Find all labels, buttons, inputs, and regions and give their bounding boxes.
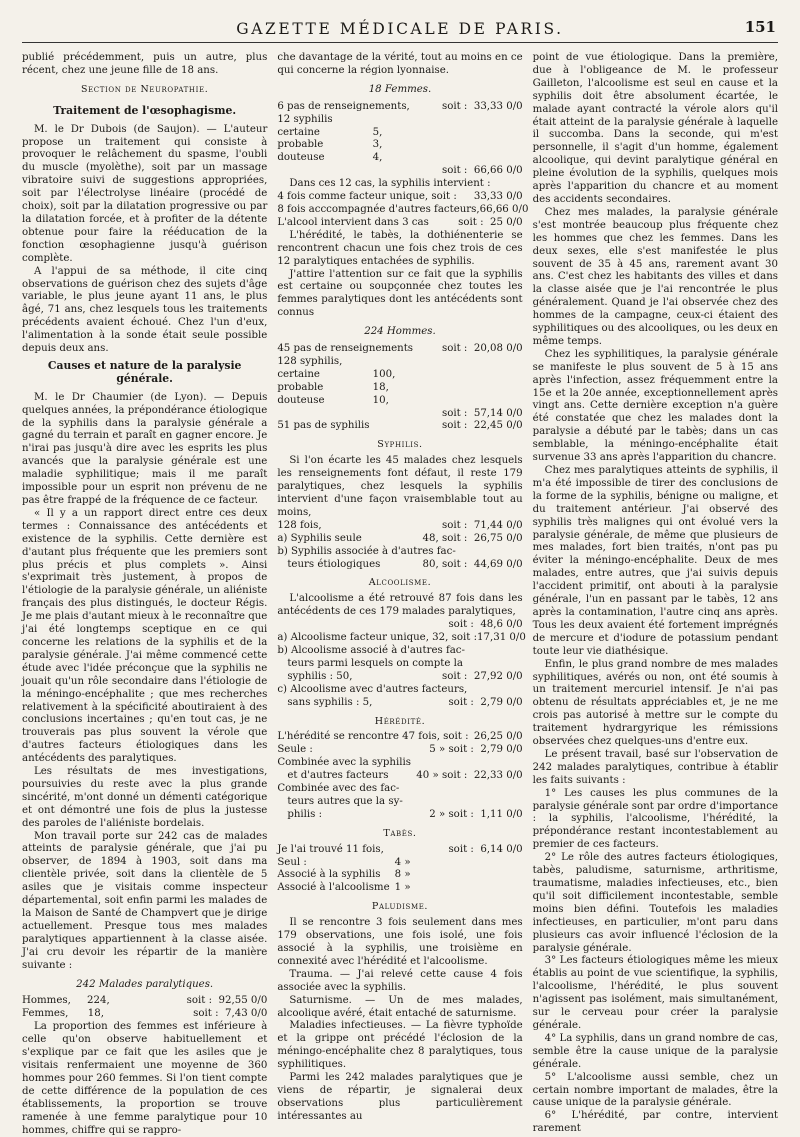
row-label: Combinée avec des fac- [277,783,400,795]
paragraph: J'attire l'attention sur ce fait que la syphilis est certaine ou soupçonnée chez toutes les femmes paralytiques dont les antécédents sont connus [277,268,523,319]
row-soit: soit : [441,519,468,531]
row-value: 17,31 0/0 [477,632,526,644]
row-soit: soit : [441,100,468,112]
row-label: Je l'ai trouvé 11 fois, [277,843,384,855]
table-row [277,671,522,684]
row-value: 66,66 0/0 [479,203,529,215]
row-label: teurs autres que la sy- [287,795,403,807]
subsection-heading: Alcoolisme. [368,577,432,589]
paragraph: « Il y a un rapport direct entre ces deux termes : Connaissance des antécédents et existence de la syphilis. Cette dernière est d'autant plus fréquente que les premiers sont plus précis et plus complets ». Ainsi s'exprimait très justement, à propos de l'étiologie de la paralysie générale, un aliéniste français des plus distingués, le docteur Régis. Je me plais d'autant mieux à le reconnaître que j'ai été longtemps sceptique en ce qui concerne les relations de la syphilis et de la paralysie générale. J'ai même commencé cette étude avec l'idée préconçue que la syphilis ne jouait qu'un rôle secondaire dans l'étiologie de la méningo-encéphalite ; que mes recherches relativement à la spécificité aboutiraient à des conclusions incertaines ; qu'en tout cas, je ne trouverais pas plus souvent la vérole que d'autres facteurs étiologiques dans les antécédents des paralytiques. [22,507,268,765]
row-value: 22,33 0/0 [473,770,523,782]
paragraph: Enfin, le plus grand nombre de mes malades syphilitiques, avérés ou non, ont été soumis à un traitement mercuriel intensif. Je n'ai pas obtenu de résultats appréciables et, je ne me crois pas autorisé à mettre sur le compte du traitement hydrargyrique les rémissions observées chez quelques-uns d'entre eux. [532,658,778,748]
subsection-heading: Paludisme. [371,901,429,913]
table-row [277,857,522,870]
paragraph: 2° Le rôle des autres facteurs étiologiques, tabès, paludisme, saturnisme, arthritisme, traumatisme, maladies infectieuses, etc., bien qu'il soit difficilement incontestable, semble moins bien défini. Toutefois les maladies infectieuses, en particulier, m'ont paru dans plusieurs cas avoir influencé l'éclosion de la paralysie générale. [532,852,778,954]
paragraph: Si l'on écarte les 45 malades chez lesquels les renseignements font défaut, il reste 179 paralytiques, chez lesquels la syphilis intervient d'une façon vraisemblable tout au moins, [277,455,523,518]
row-value: 7,43 0/0 [225,1008,268,1020]
column-1 [22,52,268,1136]
hommes-table [277,343,522,433]
row-label: Associé à la syphilis [277,869,381,881]
row-label: et d'autres facteurs [287,770,389,782]
row-count: 4, [372,152,383,164]
table-row [277,408,522,421]
subsection-heading: Tabès. [383,827,417,839]
row-label: 6 pas de renseignements, [277,100,410,112]
column-2 [277,52,529,1122]
row-label: Associé à l'alcoolisme [277,882,390,894]
row-label: 12 syphilis [277,113,333,125]
table-row [277,101,522,114]
row-label: 45 pas de renseignements [277,343,414,355]
table-row [277,382,522,395]
row-count: 4 » [394,856,411,868]
page-number: 151 [744,18,776,36]
row-soit: soit : [448,619,474,631]
row-count: 5, [372,126,383,138]
paragraph: Maladies infectieuses. — La fièvre typhoïde et la grippe ont précédé l'éclosion de la méningo-encéphalite chez 8 paralytiques, tous syphilitiques. [277,1020,523,1071]
row-label: b) Alcoolisme associé à d'autres fac- [277,644,465,656]
row-label: probable [277,139,324,151]
table-row [277,520,522,533]
row-count: 100, [372,368,396,380]
paragraph: Dans ces 12 cas, la syphilis intervient : [289,178,491,190]
text-columns [22,52,778,1136]
row-label: certaine [277,368,320,380]
paragraph: point de vue étiologique. Dans la première, due à l'obligeance de M. le professeur Gailleton, l'alcoolisme est seul en cause et la syphilis doit être absolument écartée, le malade ayant contracté la vérole alors qu'il était atteint de la paralysie générale à laquelle il succomba. Dans la seconde, qui m'est personnelle, il s'agit d'un homme, également alcoolique, qui devint paralytique général en pleine évolution de la syphilis, quelques mois après l'apparition du chancre et au moment des accidents secondaires. [532,52,778,205]
row-soit: soit : [448,696,474,708]
page-header [22,18,778,44]
table-row [22,1008,267,1021]
subsection-heading: Syphilis. [377,439,423,451]
row-label: a) Alcoolisme facteur unique, 32, soit : [277,632,478,644]
row-soit: soit : [441,165,468,177]
row-value: 44,69 0/0 [473,558,523,570]
column-3 [532,52,778,1135]
section-heading: Section de Neuropathie. [81,83,209,95]
row-soit: 48, soit : [422,532,468,544]
row-count: 18, [372,381,389,393]
paragraph: M. le Dr Chaumier (de Lyon). — Depuis quelques années, la prépondérance étiologique de la syphilis dans la paralysie générale a gagné du terrain et paraît en gagner encore. Je n'irai pas jusqu'à dire avec les esprits les plus avancés que la paralysie générale est une maladie syphilitique; mais il me paraît impossible pour un esprit non prévenu de ne pas être frappé de la fréquence de ce facteur. [22,391,268,506]
table-row [277,645,522,658]
table-row [277,783,522,796]
paragraph: Le présent travail, basé sur l'observation de 242 malades paralytiques, contribue à établir les faits suivants : [532,748,778,786]
row-soit: soit : [458,216,484,228]
row-count: 10, [372,394,389,406]
paragraph: L'hérédité, le tabès, la dothiénenterie se rencontrent chacun une fois chez trois de ces 12 paralytiques entachées de syphilis. [277,229,523,267]
row-value: 6,14 0/0 [480,843,523,855]
table-row [277,697,522,710]
paragraph: Mon travail porte sur 242 cas de malades atteints de paralysie générale, que j'ai pu observer, de 1894 à 1903, soit dans ma clientèle privée, soit dans la clientèle de 5 asiles que je visitais comme inspecteur départemental, soit enfin parmi les malades de la Maison de Santé de Champvert que je dirige actuellement. Presque tous mes malades paralytiques appartiennent à la classe aisée. J'ai cru devoir les répartir de la manière suivante : [22,830,268,971]
paragraph: Parmi les 242 malades paralytiques que je viens de répartir, je signalerai deux observations plus particulièrement intéressantes au [277,1072,523,1122]
paragraph: A l'appui de sa méthode, il cite cinq observations de guérison chez des sujets d'âge variable, le plus jeune ayant 11 ans, le plus âgé, 71 ans, chez lesquels tous les traitements précédents avaient échoué. Chez l'un d'eux, l'alimentation à la sonde était seule possible depuis deux ans. [22,265,268,355]
table-row [277,632,526,645]
row-soit: 2 » soit : [429,808,474,820]
table-row [277,533,522,546]
article-title: Traitement de l'œsophagisme. [53,103,237,117]
table-row [277,127,522,140]
paragraph: 3° Les facteurs étiologiques même les mieux établis au point de vue scientifique, la syphilis, l'alcoolisme, l'hérédité, le plus souvent n'agissent pas isolément, mais simultanément, sur le cerveau pour créer la paralysie générale. [532,955,778,1031]
table-row [277,203,529,217]
row-label: 51 pas de syphilis [277,420,370,432]
row-soit: 5 » soit : [429,744,474,756]
paragraph: 1° Les causes les plus communes de la paralysie générale sont par ordre d'importance : la syphilis, l'alcoolisme, l'hérédité, la prépondérance restant incontestablement au premier de ces facteurs. [532,787,778,851]
row-value: 33,33 0/0 [473,100,523,112]
row-label: syphilis : 50, [287,670,353,682]
row-count: 3, [372,139,383,151]
row-label: sans syphilis : 5, [287,696,373,708]
table-row [277,343,522,356]
row-value: 57,14 0/0 [473,407,523,419]
table-row [277,770,522,783]
row-label: philis : [287,808,323,820]
table-row [277,165,522,178]
paragraph: Chez les syphilitiques, la paralysie générale se manifeste le plus souvent de 5 à 15 ans après l'infection, assez fréquemment entre la 15e et la 20e année, exceptionnellement après vingt ans. Cette dernière exception n'a guère été constatée que chez les malades dont la paralysie a débuté par le tabès; dans un cas semblable, la méningo-encéphalite était survenue 33 ans après l'apparition du chancre. [532,348,778,464]
paragraph: 4° La syphilis, dans un grand nombre de cas, semble être la cause unique de la paralysie générale. [532,1032,778,1070]
table-row [277,559,522,572]
row-label: Hommes, [22,995,71,1007]
row-soit: soit : [441,420,468,432]
table-title: 224 Hommes. [364,326,436,338]
table-row [277,152,522,165]
paragraph: Il se rencontre 3 fois seulement dans mes 179 observations, une fois isolé, une fois associé à la syphilis, une troisième en connexité avec l'hérédité et l'alcoolisme. [277,917,523,967]
table-row [277,744,522,757]
table-row [277,395,522,408]
row-label: Combinée avec la syphilis [277,757,411,769]
row-soit: soit : [441,343,468,355]
row-soit: 40 » soit : [416,770,468,782]
row-value: 27,92 0/0 [473,670,523,682]
row-count: 18, [87,1008,104,1020]
paragraph: 6° L'hérédité, par contre, intervient rarement [532,1110,778,1135]
row-label: 4 fois comme facteur unique, soit : [277,191,457,203]
row-count: 224, [87,995,110,1007]
row-value: 20,08 0/0 [473,343,523,355]
row-value: 22,45 0/0 [473,420,523,432]
table-row [277,546,522,559]
table-row [277,139,522,152]
table-row [277,420,522,433]
row-label: teurs étiologiques [287,558,381,570]
table-row [277,731,522,744]
row-label: teurs parmi lesquels on compte la [287,657,463,669]
row-value: 1,11 0/0 [480,808,523,820]
row-label: probable [277,381,324,393]
paragraph: Trauma. — J'ai relevé cette cause 4 fois associée avec la syphilis. [277,968,523,993]
table-row [22,995,267,1008]
row-value: 2,79 0/0 [480,696,523,708]
paragraph: Saturnisme. — Un de mes malades, alcoolique avéré, était entaché de saturnisme. [277,994,523,1019]
row-label: douteuse [277,152,325,164]
row-count: 8 » [394,869,411,881]
table-row [277,619,522,632]
row-label: certaine [277,126,320,138]
row-value: 25 0/0 [490,216,523,228]
row-label: L'alcool intervient dans 3 cas [277,216,429,228]
row-label: Seul : [277,856,307,868]
table-row [277,658,522,671]
row-value: 2,79 0/0 [480,744,523,756]
row-value: 71,44 0/0 [473,519,523,531]
row-soit: soit : [448,843,474,855]
table-row [277,882,522,895]
row-value: 48,6 0/0 [480,619,523,631]
table-row [277,684,522,697]
paragraph: 5° L'alcoolisme aussi semble, chez un certain nombre important de malades, être la cause unique de la paralysie générale. [532,1071,778,1109]
table-row [277,356,522,369]
paragraph: che davantage de la vérité, tout au moins en ce qui concerne la région lyonnaise. [277,52,523,76]
row-label: Seule : [277,744,313,756]
journal-title: GAZETTE MÉDICALE DE PARIS. [236,20,564,38]
paragraph: La proportion des femmes est inférieure à celle qu'on observe habituellement et s'explique par ce fait que les asiles que je visitais renfermaient une moyenne de 360 hommes pour 260 femmes. Si l'on tient compte de cette différence de la population de ces établissements, la proportion se trouve ramenée à une femme paralytique pour 10 hommes, chiffre qui se rappro- [22,1021,268,1136]
row-label: douteuse [277,394,325,406]
row-soit: soit : [186,995,213,1007]
paragraph: Chez mes malades, la paralysie générale s'est montrée beaucoup plus fréquente chez les hommes que chez les femmes. Dans les deux sexes, elle s'est manifestée le plus souvent de 35 à 45 ans, rarement avant 30 ans. C'est chez les habitants des villes et dans la classe aisée que je l'ai rencontrée le plus généralement. Quand je l'ai observée chez des hommes de la campagne, ceux-ci étaient des syphilitiques ou des alcooliques, ou les deux en même temps. [532,206,778,347]
paragraph: L'alcoolisme a été retrouvé 87 fois dans les antécédents de ces 179 malades paralytiques, [277,593,523,618]
table-row [277,757,522,770]
row-label: a) Syphilis seule [277,532,362,544]
table-row [277,369,522,382]
table-row [277,809,522,822]
row-label: b) Syphilis associée à d'autres fac- [277,545,456,557]
article-title: Causes et nature de la paralysie générale. [47,358,242,385]
row-value: 26,75 0/0 [473,532,523,544]
table-title: 242 Malades paralytiques. [76,978,214,990]
subsection-heading: Hérédité. [374,715,426,727]
table-title: 18 Femmes. [368,83,432,95]
row-label: c) Alcoolisme avec d'autres facteurs, [277,683,468,695]
table-row [277,844,522,857]
row-label: 128 syphilis, [277,355,343,367]
paragraph: M. le Dr Dubois (de Saujon). — L'auteur propose un traitement qui consiste à provoquer le relâchement du spasme, l'oubli du muscle (myolèthe), soit par un massage vibratoire suivi de suggestions appropriées, soit par l'électrolyse linéaire (procédé de choix), soit par la dilatation progressive ou par la dilatation forcée, et à profiter de la détente obtenue pour faire la rééducation de la fonction œsophagienne jusqu'à guérison complète. [22,123,268,264]
row-soit: 80, soit : [422,558,468,570]
header-rule [22,42,778,43]
table-row [277,796,522,809]
table-row [277,217,522,230]
row-label: L'hérédité se rencontre 47 fois, soit : [277,731,469,743]
row-count: 1 » [394,882,411,894]
row-value: 66,66 0/0 [473,165,523,177]
row-label: 128 fois, [277,519,322,531]
paragraph: Les résultats de mes investigations, poursuivies du reste avec la plus grande sincérité, m'ont donné un démenti catégorique et ont démontré une fois de plus la justesse des paroles de l'aliéniste bordelais. [22,766,268,829]
row-soit: soit : [193,1008,219,1020]
row-label: 8 fois acccompagnée d'autres facteurs, [277,203,480,215]
table-row [277,114,522,127]
table-row [277,869,522,882]
paragraph: Chez mes paralytiques atteints de syphilis, il m'a été impossible de tirer des conclusions de la forme de la syphilis, bénigne ou maligne, et du traitement antérieur. J'ai observé des syphilis très malignes qui ont évolué vers la paralysie générale, de même que plusieurs de mes malades, fort bien traités, n'ont pas pu éviter la méningo-encéphalite. Deux de mes malades, entre autres, que j'ai suivis depuis l'accident primitif, ont abouti à la paralysie générale, l'un en passant par le tabès, 12 ans après la contamination, l'autre cinq ans après. Tous les deux avaient été fortement imprégnés de mercure et d'iodure de potassium pendant toute leur vie diathésique. [532,465,778,657]
paragraph: publié précédemment, puis un autre, plus récent, chez une jeune fille de 18 ans. [22,52,268,76]
row-soit: soit : [441,407,468,419]
row-soit: soit : [441,670,468,682]
table-row [277,191,522,204]
femmes-table [277,101,522,178]
row-label: Femmes, [22,1008,69,1020]
row-value: 92,55 0/0 [218,995,268,1007]
row-value: 26,25 0/0 [473,731,523,743]
row-value: 33,33 0/0 [473,191,523,203]
